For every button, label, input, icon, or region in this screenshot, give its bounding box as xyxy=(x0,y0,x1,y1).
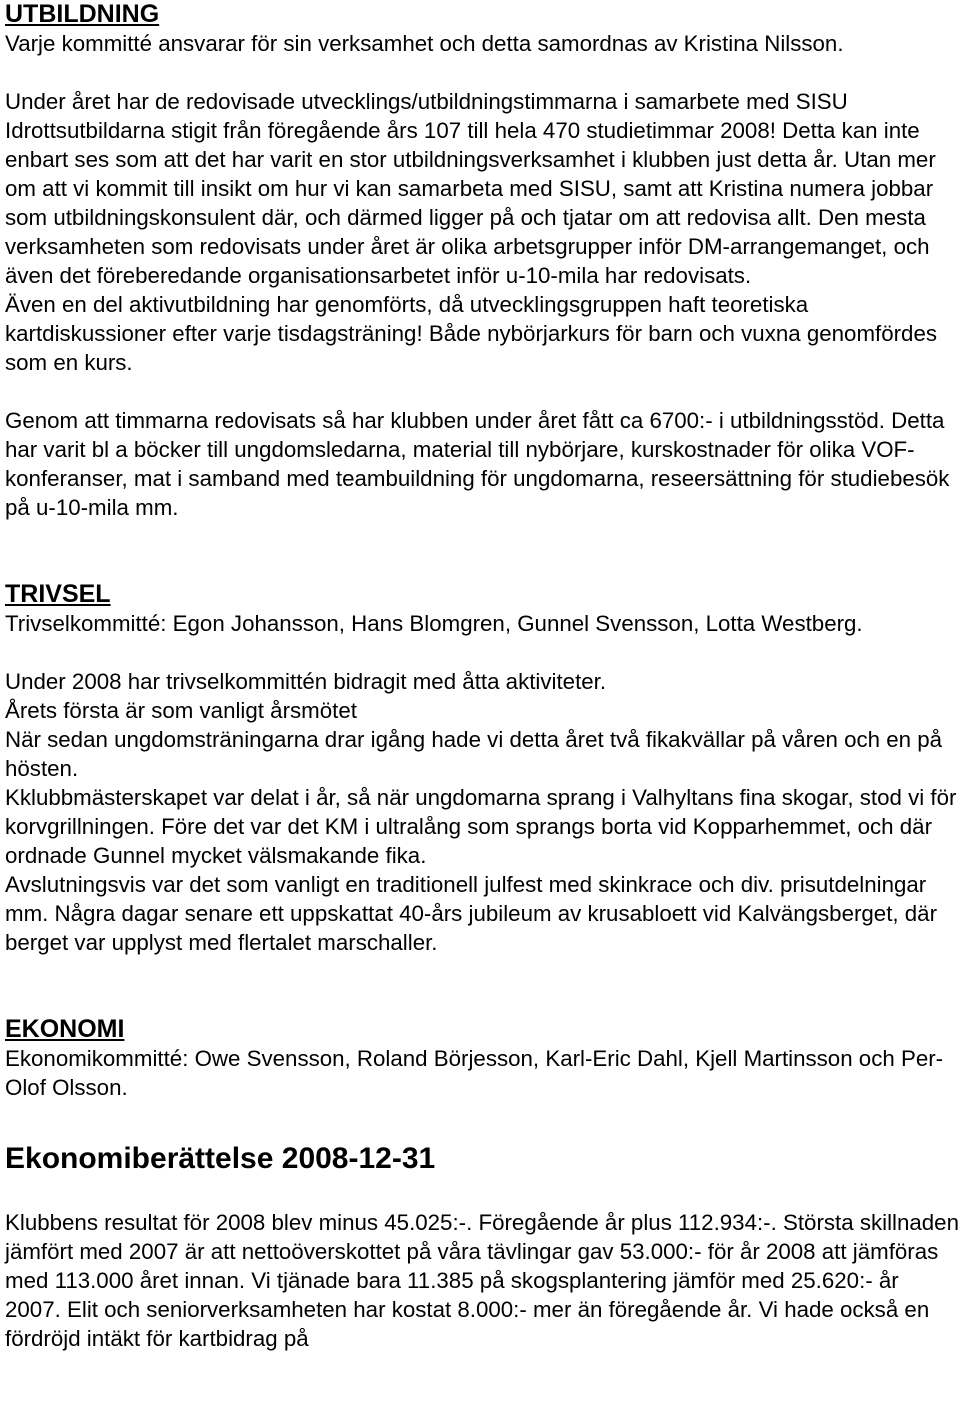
section-heading-ekonomi: EKONOMI xyxy=(5,1015,125,1043)
spacer xyxy=(5,522,960,580)
trivsel-line-3: När sedan ungdomsträningarna drar igång hade vi detta året två fikakvällar på våren och en på hösten. xyxy=(5,727,943,781)
utbildning-paragraph-3: Genom att timmarna redovisats så har klubben under året fått ca 6700:- i utbildningsstöd. Detta har varit bl a böcker till ungdomsledarna, material till nybörjare, kurskostnader för olika VOF-konferanser, mat i samband med teambuildning för ungdomarna, reseersättning för studiebesök på u-10-mila mm. xyxy=(5,408,950,520)
document-page xyxy=(5,0,960,1353)
ekonomi-committee: Ekonomikommitté: Owe Svensson, Roland Börjesson, Karl-Eric Dahl, Kjell Martinsson och Per-Olof Olsson. xyxy=(5,1046,944,1100)
section-ekonomi xyxy=(5,1015,960,1353)
report-title: Ekonomiberättelse 2008-12-31 xyxy=(5,1142,436,1175)
trivsel-line-4: Kklubbmästerskapet var delat i år, så när ungdomarna sprang i Valhyltans fina skogar, stod vi för korvgrillningen. Före det var det KM i ultralång som sprangs borta vid Kopparhemmet, och där ordnade Gunnel mycket välsmakande fika. xyxy=(5,785,957,868)
utbildning-intro: Varje kommitté ansvarar för sin verksamhet och detta samordnas av Kristina Nilsson. xyxy=(5,31,844,56)
section-utbildning xyxy=(5,0,960,522)
spacer xyxy=(5,638,960,667)
spacer xyxy=(5,957,960,1015)
utbildning-paragraph-1: Under året har de redovisade utvecklings/utbildningstimmarna i samarbete med SISU Idrottsutbildarna stigit från föregående års 107 till hela 470 studietimmar 2008! Detta kan inte enbart ses som att det har varit en stor utbildningsverksamhet i klubben just detta år. Utan mer om att vi kommit till insikt om hur vi kan samarbeta med SISU, samt att Kristina numera jobbar som utbildningskonsulent där, och därmed ligger på och tjatar om att redovisa allt. Den mesta verksamheten som redovisats under året är olika arbetsgrupper inför DM-arrangemanget, och även det föreberedande organisationsarbetet inför u-10-mila har redovisats. xyxy=(5,89,936,288)
spacer xyxy=(5,377,960,406)
trivsel-line-5: Avslutningsvis var det som vanligt en traditionell julfest med skinkrace och div. prisutdelningar mm. Några dagar senare ett uppskattat 40-års jubileum av krusabloett vid Kalvängsberget, där berget var upplyst med flertalet marschaller. xyxy=(5,872,938,955)
trivsel-line-1: Under 2008 har trivselkommittén bidragit med åtta aktiviteter. xyxy=(5,669,607,694)
spacer xyxy=(5,1102,960,1140)
spacer xyxy=(5,1178,960,1208)
spacer xyxy=(5,58,960,87)
section-trivsel xyxy=(5,580,960,957)
trivsel-committee: Trivselkommitté: Egon Johansson, Hans Blomgren, Gunnel Svensson, Lotta Westberg. xyxy=(5,611,863,636)
ekonomi-paragraph-1: Klubbens resultat för 2008 blev minus 45.025:-. Föregående år plus 112.934:-. Största skillnaden jämfört med 2007 är att nettoöverskottet på våra tävlingar gav 53.000:- för år 2008 att jämföras med 113.000 året innan. Vi tjänade bara 11.385 på skogsplantering jämför med 25.620:- år 2007. Elit och seniorverksamheten har kostat 8.000:- mer än föregående år. Vi hade också en fördröjd intäkt för kartbidrag på xyxy=(5,1210,959,1351)
section-heading-trivsel: TRIVSEL xyxy=(5,580,111,608)
trivsel-line-2: Årets första är som vanligt årsmötet xyxy=(5,698,357,723)
section-heading-utbildning: UTBILDNING xyxy=(5,0,160,28)
utbildning-paragraph-2: Även en del aktivutbildning har genomförts, då utvecklingsgruppen haft teoretiska kartdiskussioner efter varje tisdagsträning! Både nybörjarkurs för barn och vuxna genomfördes som en kurs. xyxy=(5,292,937,375)
